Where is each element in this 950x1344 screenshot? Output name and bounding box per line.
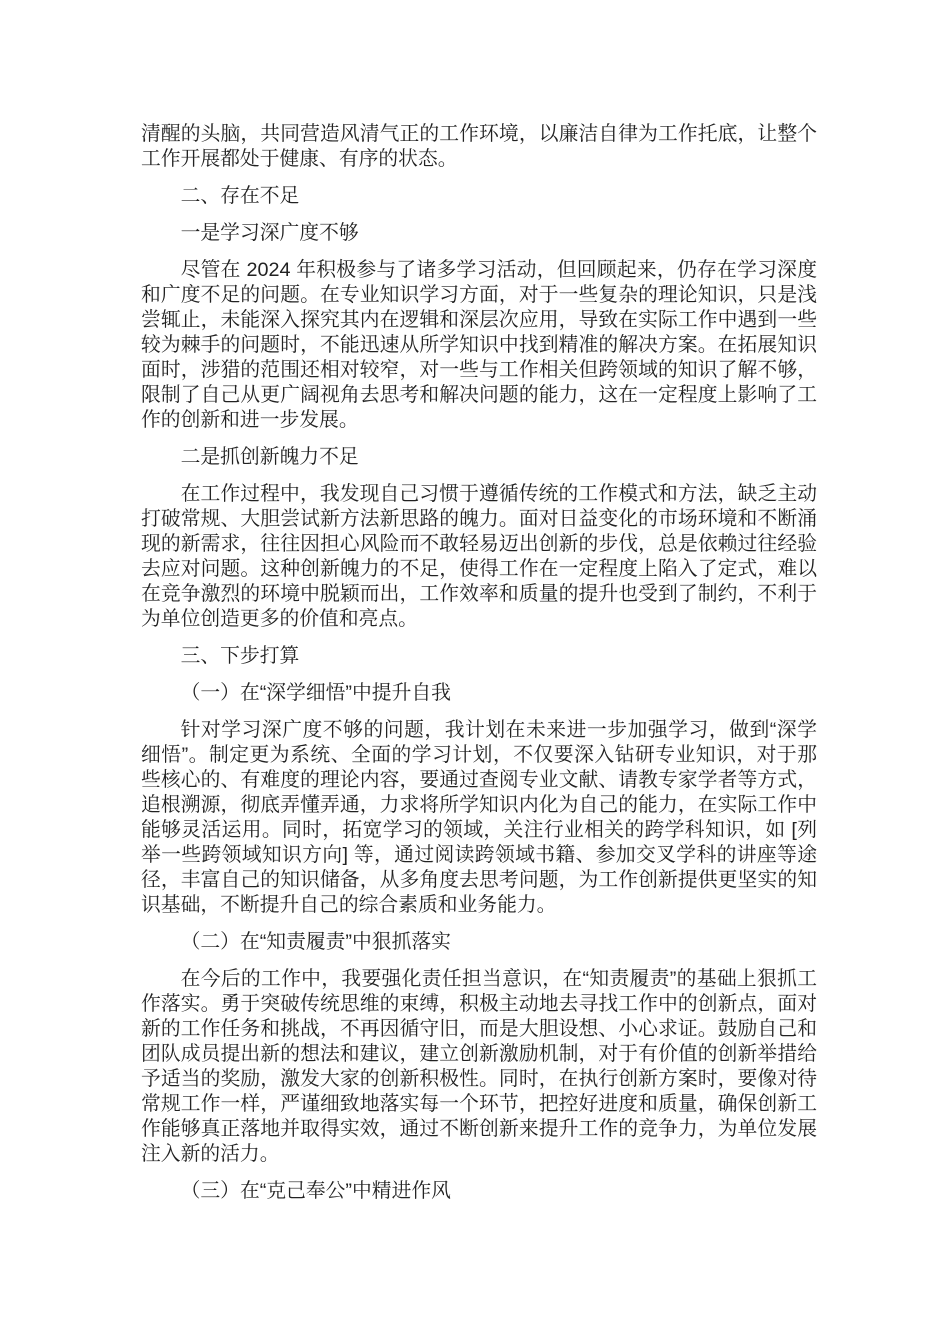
body-paragraph: 在工作过程中，我发现自己习惯于遵循传统的工作模式和方法，缺乏主动打破常规、大胆尝试新方法新思路的魄力。面对日益变化的市场环境和不断涌现的新需求，往往因担心风险而不敢轻易迈出创新的步伐，总是依赖过往经验去应对问题。这种创新魄力的不足，使得工作在一定程度上陷入了定式，难以在竞争激烈的环境中脱颖而出，工作效率和质量的提升也受到了制约，不利于为单位创造更多的价值和亮点。	[141, 483, 817, 630]
body-paragraph: 尽管在 2024 年积极参与了诸多学习活动，但回顾起来，仍存在学习深度和广度不足的问题。在专业知识学习方面，对于一些复杂的理论知识，只是浅尝辄止，未能深入探究其内在逻辑和深层次应用，导致在实际工作中遇到一些较为棘手的问题时，不能迅速从所学知识中找到精准的解决方案。在拓展知识面时，涉猎的范围还相对较窄，对一些与工作相关但跨领域的知识了解不够，限制了自己从更广阔视角去思考和解决问题的能力，这在一定程度上影响了工作的创新和进一步发展。	[141, 259, 817, 431]
document-body	[141, 122, 817, 1204]
body-paragraph: 在今后的工作中，我要强化责任担当意识，在“知责履责”的基础上狠抓工作落实。勇于突破传统思维的束缚，积极主动地去寻找工作中的创新点，面对新的工作任务和挑战，不再因循守旧，而是大胆设想、小心求证。鼓励自己和团队成员提出新的想法和建议，建立创新激励机制，对于有价值的创新举措给予适当的奖励，激发大家的创新积极性。同时，在执行创新方案时，要像对待常规工作一样，严谨细致地落实每一个环节，把控好进度和质量，确保创新工作能够真正落地并取得实效，通过不断创新来提升工作的竞争力，为单位发展注入新的活力。	[141, 968, 817, 1165]
section-heading: 二是抓创新魄力不足	[180, 446, 359, 468]
section-heading: （三）在“克己奉公”中精进作风	[180, 1180, 451, 1202]
body-paragraph: 针对学习深广度不够的问题，我计划在未来进一步加强学习，做到“深学细悟”。制定更为系统、全面的学习计划，不仅要深入钻研专业知识，对于那些核心的、有难度的理论内容，要通过查阅专业文献、请教专家学者等方式，追根溯源，彻底弄懂弄通，力求将所学知识内化为自己的能力，在实际工作中能够灵活运用。同时，拓宽学习的领域，关注行业相关的跨学科知识，如 [列举一些跨领域知识方向] 等，通过阅读跨领域书籍、参加交叉学科的讲座等途径，丰富自己的知识储备，从多角度去思考问题，为工作创新提供更坚实的知识基础，不断提升自己的综合素质和业务能力。	[141, 719, 817, 916]
section-heading: （一）在“深学细悟”中提升自我	[180, 682, 451, 704]
body-paragraph: 清醒的头脑，共同营造风清气正的工作环境，以廉洁自律为工作托底，让整个工作开展都处于健康、有序的状态。	[141, 123, 817, 170]
section-heading: （二）在“知责履责”中狠抓落实	[180, 931, 451, 953]
section-heading: 二、存在不足	[180, 185, 300, 207]
section-heading: 一是学习深广度不够	[180, 222, 359, 244]
section-heading: 三、下步打算	[180, 645, 300, 667]
